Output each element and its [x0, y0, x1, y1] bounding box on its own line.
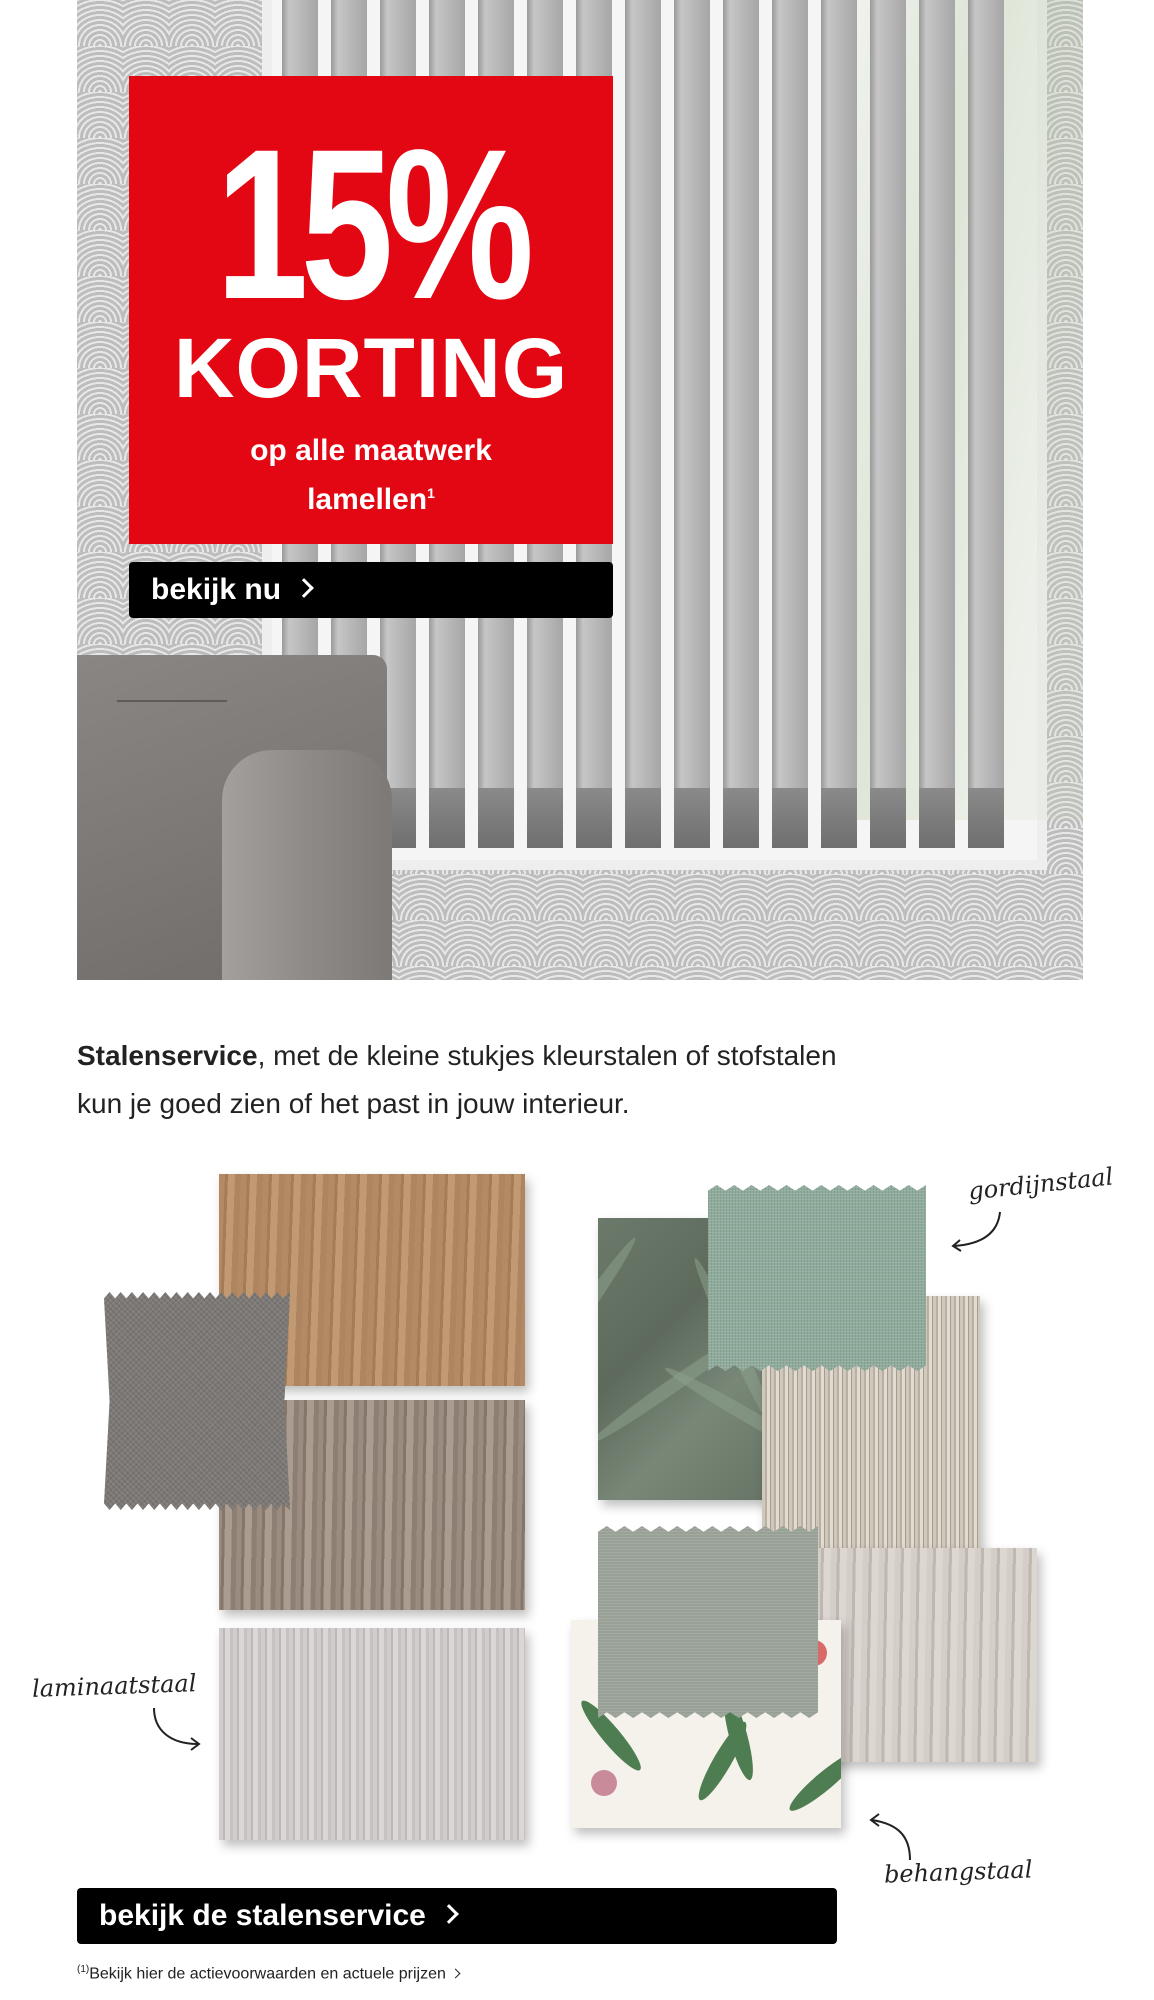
floral-bloom: [591, 1770, 617, 1796]
blind-slat: [919, 0, 955, 848]
bekijk-nu-button[interactable]: [129, 562, 613, 618]
chevron-right-icon: [439, 1904, 459, 1924]
laminate-swatch-white: [219, 1628, 525, 1840]
blind-slat: [772, 0, 808, 848]
footnote-text: Bekijk hier de actievoorwaarden en actuele prijzen: [89, 1965, 446, 1983]
annotation-gordijnstaal: gordijnstaal: [966, 1162, 1115, 1206]
blind-slat: [723, 0, 759, 848]
sofa-armrest: [222, 750, 392, 980]
annotation-laminaatstaal: laminaatstaal: [31, 1669, 197, 1703]
leaf-pattern: [598, 1234, 641, 1406]
footnote-link[interactable]: [77, 1960, 459, 1984]
promo-line1: op alle maatwerk: [250, 434, 492, 467]
intro-text: [77, 1032, 837, 1128]
fabric-swatch-grey: [104, 1292, 290, 1510]
arrow-gordijnstaal-icon: [948, 1208, 1008, 1258]
arrow-behangstaal-icon: [866, 1808, 926, 1864]
promo-footnote-mark: 1: [427, 485, 435, 501]
chevron-right-icon: [294, 578, 314, 598]
blind-slat: [674, 0, 710, 848]
blind-slat: [968, 0, 1004, 848]
floral-leaf: [784, 1745, 841, 1817]
footnote-mark: (1): [77, 1964, 90, 1975]
blind-slat: [870, 0, 906, 848]
stalenservice-label: bekijk de stalenservice: [99, 1899, 426, 1932]
curtain-swatch-mint: [708, 1185, 926, 1371]
bekijk-nu-label: bekijk nu: [151, 573, 282, 606]
arrow-laminaatstaal-icon: [148, 1704, 208, 1754]
laminate-swatch-grey-oak: [815, 1548, 1037, 1762]
promo-line2: lamellen: [307, 483, 428, 516]
blind-slat: [821, 0, 857, 848]
bekijk-stalenservice-button[interactable]: [77, 1888, 837, 1944]
promo-korting: KORTING: [173, 321, 569, 415]
intro-rest: , met de kleine stukjes kleurstalen of stofstalen kun je goed zien of het past in jouw interieur.: [77, 1040, 837, 1119]
promo-badge: [129, 76, 613, 544]
chevron-right-icon: [450, 1969, 460, 1979]
curtain-swatch-sage: [598, 1526, 818, 1718]
sofa-seam: [117, 700, 227, 702]
promo-percent: 15%: [215, 105, 527, 344]
promo-subtitle: [129, 430, 613, 521]
intro-bold: Stalenservice: [77, 1040, 258, 1071]
blind-slat: [625, 0, 661, 848]
annotation-behangstaal: behangstaal: [883, 1855, 1033, 1889]
